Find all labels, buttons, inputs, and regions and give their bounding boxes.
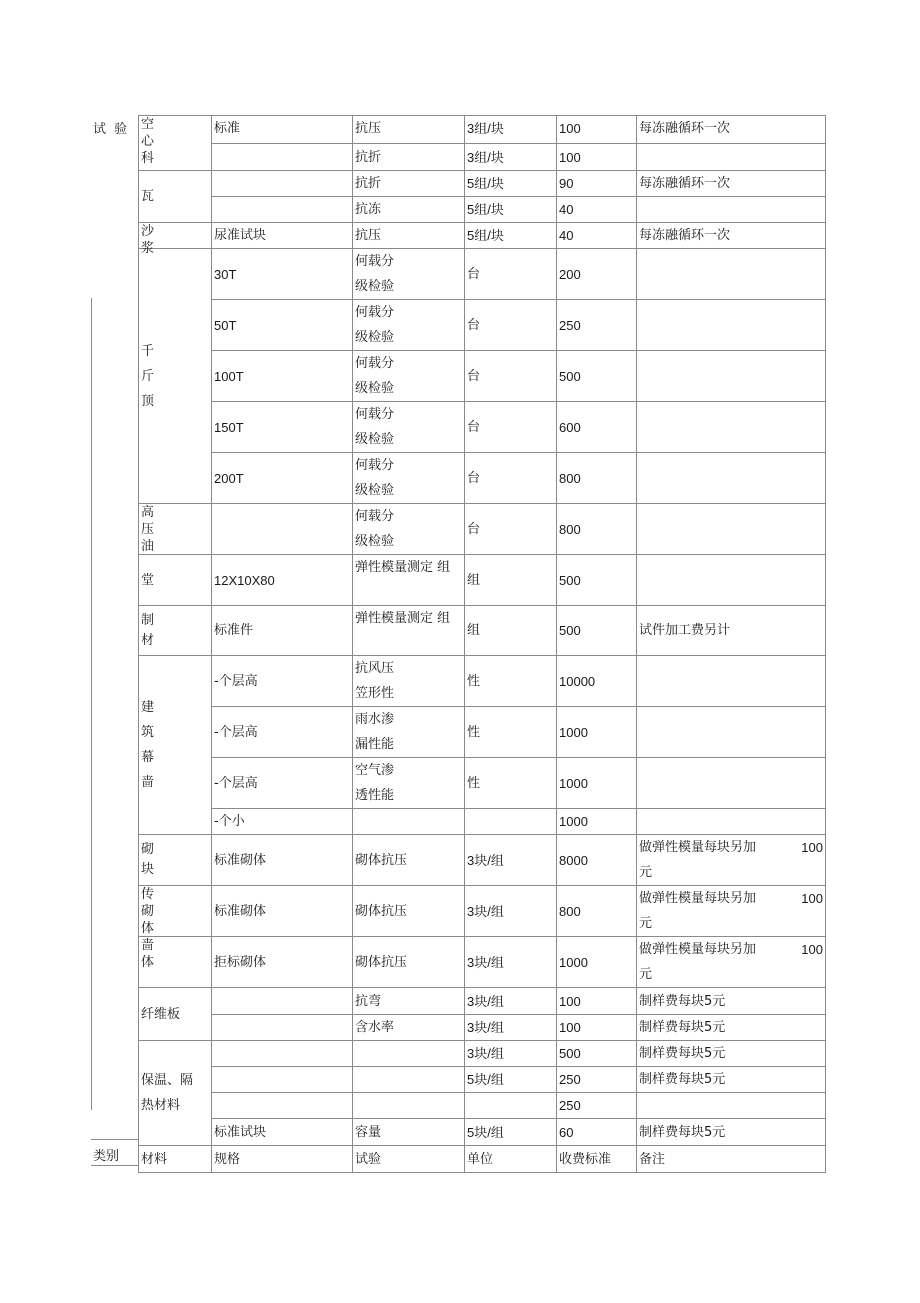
test-cell: 抗弯	[353, 988, 465, 1015]
spec-cell: 100T	[212, 351, 353, 402]
spec-cell	[212, 1067, 353, 1093]
fee-cell: 1000	[557, 809, 637, 835]
test-cell	[353, 1041, 465, 1067]
unit-cell: 5组/块	[465, 171, 557, 197]
unit-cell: 台	[465, 504, 557, 555]
fee-cell: 10000	[557, 656, 637, 707]
spec-cell: -个小	[212, 809, 353, 835]
spec-cell: 12X10X80	[212, 555, 353, 606]
fee-cell: 100	[557, 144, 637, 171]
test-cell	[353, 1067, 465, 1093]
fee-cell: 40	[557, 197, 637, 223]
material-cell: 砌块	[139, 835, 212, 886]
unit-cell: 5块/组	[465, 1067, 557, 1093]
note-cell: 每冻融循环一次	[637, 171, 826, 197]
test-cell: 弹性模量测定 组	[353, 555, 465, 606]
unit-cell: 3块/组	[465, 937, 557, 988]
fee-cell: 200	[557, 249, 637, 300]
note-cell	[637, 144, 826, 171]
unit-cell: 台	[465, 300, 557, 351]
table-row	[139, 656, 826, 707]
test-cell: 抗折	[353, 171, 465, 197]
spec-cell	[212, 988, 353, 1015]
unit-cell: 3块/组	[465, 1015, 557, 1041]
note-cell	[637, 504, 826, 555]
test-cell: 抗压	[353, 223, 465, 249]
spec-cell: 50T	[212, 300, 353, 351]
note-cell: 100 做弹性模量每块另加 元	[637, 835, 826, 886]
header-category: 类别	[93, 1149, 120, 1164]
test-cell: 何载分 级检验	[353, 351, 465, 402]
header-unit: 单位	[465, 1146, 557, 1173]
table-row	[139, 937, 826, 988]
test-cell: 砌体抗压	[353, 886, 465, 937]
unit-cell: 组	[465, 606, 557, 656]
unit-cell: 台	[465, 453, 557, 504]
category-divider-line	[91, 298, 92, 1110]
note-cell	[637, 1093, 826, 1119]
unit-cell	[465, 809, 557, 835]
note-cell: 100 做弹性模量每块另加 元	[637, 886, 826, 937]
category-label: 试 验	[93, 122, 130, 137]
spec-cell: 标准砌体	[212, 886, 353, 937]
test-cell: 何载分 级检验	[353, 300, 465, 351]
material-cell: 建筑幕啬	[139, 656, 212, 835]
note-cell	[637, 809, 826, 835]
fee-cell: 500	[557, 606, 637, 656]
unit-cell: 5组/块	[465, 223, 557, 249]
unit-cell: 性	[465, 758, 557, 809]
unit-cell: 3块/组	[465, 988, 557, 1015]
test-cell	[353, 809, 465, 835]
fee-cell: 500	[557, 351, 637, 402]
material-cell: 保温、隔热材料	[139, 1041, 212, 1146]
table-row	[139, 351, 826, 402]
table-row	[139, 171, 826, 197]
material-cell: 千斤顶	[139, 249, 212, 504]
table-row	[139, 809, 826, 835]
fee-cell: 100	[557, 988, 637, 1015]
note-cell	[637, 402, 826, 453]
note-cell: 制样费每块5元	[637, 1119, 826, 1146]
spec-cell: 150T	[212, 402, 353, 453]
fee-cell: 1000	[557, 707, 637, 758]
table-row	[139, 453, 826, 504]
note-cell	[637, 656, 826, 707]
unit-cell: 3块/组	[465, 1041, 557, 1067]
note-cell: 制样费每块5元	[637, 1015, 826, 1041]
unit-cell: 3块/组	[465, 835, 557, 886]
spec-cell: -个层高	[212, 656, 353, 707]
note-cell: 制样费每块5元	[637, 1041, 826, 1067]
fee-cell: 90	[557, 171, 637, 197]
note-cell	[637, 197, 826, 223]
spec-cell: 30T	[212, 249, 353, 300]
test-cell: 何载分 级检验	[353, 453, 465, 504]
test-cell: 砌体抗压	[353, 937, 465, 988]
unit-cell: 3组/块	[465, 144, 557, 171]
fee-cell: 1000	[557, 937, 637, 988]
fee-cell: 40	[557, 223, 637, 249]
spec-cell: 标准	[212, 116, 353, 144]
unit-cell: 台	[465, 402, 557, 453]
note-cell: 试件加工费另计	[637, 606, 826, 656]
note-cell	[637, 351, 826, 402]
table-row	[139, 758, 826, 809]
test-cell: 抗压	[353, 116, 465, 144]
material-cell: 空心科	[139, 116, 212, 171]
header-fee: 收费标准	[557, 1146, 637, 1173]
table-row	[139, 1119, 826, 1146]
table-row	[139, 1015, 826, 1041]
unit-cell: 组	[465, 555, 557, 606]
header-material: 材料	[139, 1146, 212, 1173]
table-row	[139, 1041, 826, 1067]
spec-cell	[212, 197, 353, 223]
test-cell	[353, 1093, 465, 1119]
table-row	[139, 249, 826, 300]
material-cell: 啬体	[139, 937, 212, 988]
fee-cell: 60	[557, 1119, 637, 1146]
test-cell: 何载分 级检验	[353, 402, 465, 453]
test-cell: 雨水渗 漏性能	[353, 707, 465, 758]
table-row	[139, 223, 826, 249]
table-row	[139, 707, 826, 758]
unit-cell: 性	[465, 656, 557, 707]
spec-cell	[212, 504, 353, 555]
fee-cell: 600	[557, 402, 637, 453]
spec-cell: 尿准试块	[212, 223, 353, 249]
test-cell: 何载分 级检验	[353, 504, 465, 555]
table-row	[139, 988, 826, 1015]
note-cell	[637, 707, 826, 758]
material-cell: 传砌体	[139, 886, 212, 937]
fee-cell: 500	[557, 555, 637, 606]
table-header-row	[139, 1146, 826, 1173]
fee-cell: 250	[557, 1067, 637, 1093]
test-cell: 砌体抗压	[353, 835, 465, 886]
spec-cell	[212, 1093, 353, 1119]
unit-cell: 3组/块	[465, 116, 557, 144]
fee-cell: 100	[557, 116, 637, 144]
fee-cell: 800	[557, 504, 637, 555]
header-test: 试验	[353, 1146, 465, 1173]
unit-cell: 5组/块	[465, 197, 557, 223]
test-cell: 空气渗 透性能	[353, 758, 465, 809]
spec-cell	[212, 171, 353, 197]
table-row	[139, 116, 826, 144]
unit-cell: 台	[465, 249, 557, 300]
table-row	[139, 1093, 826, 1119]
fee-cell: 500	[557, 1041, 637, 1067]
fee-cell: 800	[557, 886, 637, 937]
note-cell: 每冻融循环一次	[637, 223, 826, 249]
note-cell	[637, 758, 826, 809]
spec-cell	[212, 1015, 353, 1041]
spec-cell: 200T	[212, 453, 353, 504]
header-spec: 规格	[212, 1146, 353, 1173]
test-cell: 何载分 级检验	[353, 249, 465, 300]
material-cell: 瓦	[139, 171, 212, 223]
material-cell: 堂	[139, 555, 212, 606]
fee-cell: 8000	[557, 835, 637, 886]
spec-cell: 标准砌体	[212, 835, 353, 886]
fee-cell: 800	[557, 453, 637, 504]
table-row	[139, 504, 826, 555]
note-cell: 每冻融循环一次	[637, 116, 826, 144]
fee-cell: 250	[557, 1093, 637, 1119]
spec-cell: 标准试块	[212, 1119, 353, 1146]
table-row	[139, 197, 826, 223]
unit-cell: 3块/组	[465, 886, 557, 937]
spec-cell: 拒标砌体	[212, 937, 353, 988]
unit-cell: 台	[465, 351, 557, 402]
fee-table	[138, 115, 826, 1173]
test-cell: 容量	[353, 1119, 465, 1146]
test-cell: 抗冻	[353, 197, 465, 223]
material-cell: 纤维板	[139, 988, 212, 1041]
spec-cell: -个层高	[212, 707, 353, 758]
table-row	[139, 300, 826, 351]
header-note: 备注	[637, 1146, 826, 1173]
material-cell: 制材	[139, 606, 212, 656]
spec-cell	[212, 144, 353, 171]
material-cell: 高压油	[139, 504, 212, 555]
table-row	[139, 1067, 826, 1093]
table-row	[139, 144, 826, 171]
test-cell: 弹性模量测定 组	[353, 606, 465, 656]
spec-cell	[212, 1041, 353, 1067]
unit-cell: 性	[465, 707, 557, 758]
note-cell: 100 做弹性模量每块另加 元	[637, 937, 826, 988]
table-row	[139, 555, 826, 606]
note-cell	[637, 453, 826, 504]
table-row	[139, 835, 826, 886]
note-cell	[637, 249, 826, 300]
fee-cell: 250	[557, 300, 637, 351]
spec-cell: -个层高	[212, 758, 353, 809]
fee-cell: 1000	[557, 758, 637, 809]
test-cell: 抗风压 笠形性	[353, 656, 465, 707]
table-row	[139, 606, 826, 656]
test-cell: 含水率	[353, 1015, 465, 1041]
test-cell: 抗折	[353, 144, 465, 171]
unit-cell: 5块/组	[465, 1119, 557, 1146]
spec-cell: 标准件	[212, 606, 353, 656]
note-cell: 制样费每块5元	[637, 1067, 826, 1093]
note-cell	[637, 555, 826, 606]
material-cell: 沙浆	[139, 223, 212, 249]
note-cell: 制样费每块5元	[637, 988, 826, 1015]
table-row	[139, 886, 826, 937]
note-cell	[637, 300, 826, 351]
table-row	[139, 402, 826, 453]
fee-cell: 100	[557, 1015, 637, 1041]
unit-cell	[465, 1093, 557, 1119]
